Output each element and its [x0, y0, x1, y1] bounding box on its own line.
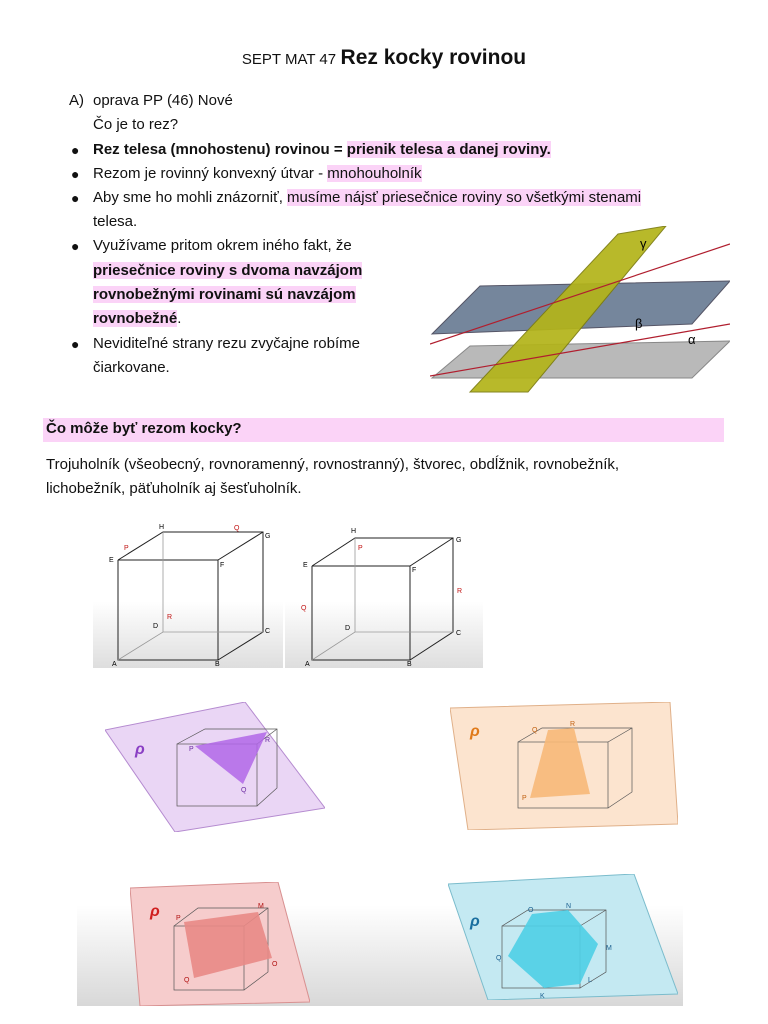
svg-text:F: F	[412, 567, 417, 574]
bullet-3-text: Aby sme ho mohli znázorniť,	[93, 189, 288, 206]
bullet-dot: ●	[71, 238, 80, 254]
section-a-line1: oprava PP (46) Nové	[93, 92, 233, 109]
bullet-3-continuation: telesa.	[93, 213, 138, 230]
svg-text:Q: Q	[234, 525, 240, 532]
svg-text:D: D	[153, 623, 159, 630]
svg-text:A: A	[305, 661, 310, 668]
label-alpha: α	[688, 332, 696, 347]
bullet-2-text: Rezom je rovinný konvexný útvar -	[93, 165, 328, 182]
bullet-2	[93, 162, 422, 186]
svg-text:A: A	[112, 661, 117, 668]
svg-text:G: G	[456, 537, 462, 544]
svg-text:N: N	[566, 903, 572, 910]
svg-text:R: R	[457, 588, 463, 595]
svg-text:Q: Q	[496, 955, 502, 962]
section-hexagon-figure	[448, 874, 678, 1000]
svg-text:Q: Q	[184, 977, 190, 984]
svg-text:P: P	[522, 795, 527, 802]
bullet-4-line4: rovnobežné.	[93, 310, 182, 327]
section-a-line2: Čo je to rez?	[93, 116, 179, 133]
bullet-4-line1: Využívame pritom okrem iného fakt, že	[93, 237, 352, 254]
bullet-2-highlight: mnohouholník	[327, 165, 422, 182]
svg-text:Q: Q	[241, 787, 247, 794]
svg-text:D: D	[345, 625, 351, 632]
bullet-dot: ●	[71, 336, 80, 352]
question-bar	[43, 418, 724, 442]
bullet-dot: ●	[71, 142, 80, 158]
section-a-marker: A)	[69, 92, 84, 109]
svg-text:C: C	[265, 628, 271, 635]
svg-text:M: M	[606, 945, 612, 952]
bullet-4-line2: priesečnice roviny s dvoma navzájom	[93, 262, 363, 279]
svg-text:P: P	[176, 915, 181, 922]
question-text: Čo môže byť rezom kocky?	[46, 420, 242, 437]
title-prefix: SEPT MAT 47	[241, 51, 337, 68]
svg-text:R: R	[570, 721, 576, 728]
bullet-dot: ●	[71, 166, 80, 182]
rho-label: ρ	[470, 913, 480, 930]
bullet-5-line2: čiarkovane.	[93, 359, 170, 376]
svg-text:L: L	[588, 977, 592, 984]
svg-text:Q: Q	[301, 605, 307, 612]
rho-label: ρ	[135, 741, 145, 758]
svg-text:H: H	[351, 528, 357, 535]
cube-figure-2	[285, 520, 483, 668]
svg-text:E: E	[109, 557, 114, 564]
section-parallelogram-figure	[130, 882, 310, 1006]
label-beta: β	[635, 316, 643, 331]
bullet-1	[93, 138, 551, 162]
svg-text:B: B	[407, 661, 412, 668]
svg-text:F: F	[220, 562, 225, 569]
svg-text:K: K	[540, 993, 545, 1000]
label-gamma: γ	[640, 236, 647, 251]
plane-rho-violet	[105, 702, 325, 832]
answer-line2: lichobežník, päťuholník aj šesťuholník.	[46, 480, 302, 497]
svg-text:C: C	[456, 630, 462, 637]
cube-figure-1	[93, 520, 283, 668]
bullet-dot: ●	[71, 190, 80, 206]
svg-text:R: R	[265, 737, 271, 744]
svg-text:O: O	[272, 961, 278, 968]
svg-text:P: P	[124, 545, 129, 552]
svg-text:P: P	[358, 545, 363, 552]
bullet-4-line3: rovnobežnými rovinami sú navzájom	[93, 286, 356, 303]
bullet-3	[93, 186, 641, 210]
section-quadrilateral-figure	[450, 702, 678, 830]
parallel-planes-figure	[430, 226, 730, 394]
svg-text:O: O	[528, 907, 534, 914]
rho-label: ρ	[470, 723, 480, 740]
title-main: Rez kocky rovinou	[340, 46, 527, 69]
svg-text:H: H	[159, 524, 165, 531]
bullet-3-highlight: musíme nájsť priesečnice roviny so všetkými stenami	[287, 189, 642, 206]
bullet-1-highlight: prienik telesa a danej roviny.	[346, 141, 551, 158]
svg-text:G: G	[265, 533, 271, 540]
answer-line1: Trojuholník (všeobecný, rovnoramenný, rovnostranný), štvorec, obdĺžnik, rovnobežník,	[46, 456, 620, 473]
svg-text:P: P	[189, 746, 194, 753]
svg-text:M: M	[258, 903, 264, 910]
bullet-1-bold: Rez telesa (mnohostenu) rovinou =	[93, 141, 347, 158]
page-title	[0, 46, 768, 70]
rho-label: ρ	[150, 903, 160, 920]
svg-text:B: B	[215, 661, 220, 668]
plane-alpha	[432, 341, 730, 378]
bullet-5-line1: Neviditeľné strany rezu zvyčajne robíme	[93, 335, 360, 352]
section-triangle-figure	[105, 702, 325, 832]
svg-text:Q: Q	[532, 727, 538, 734]
svg-text:R: R	[167, 614, 173, 621]
svg-text:E: E	[303, 562, 308, 569]
